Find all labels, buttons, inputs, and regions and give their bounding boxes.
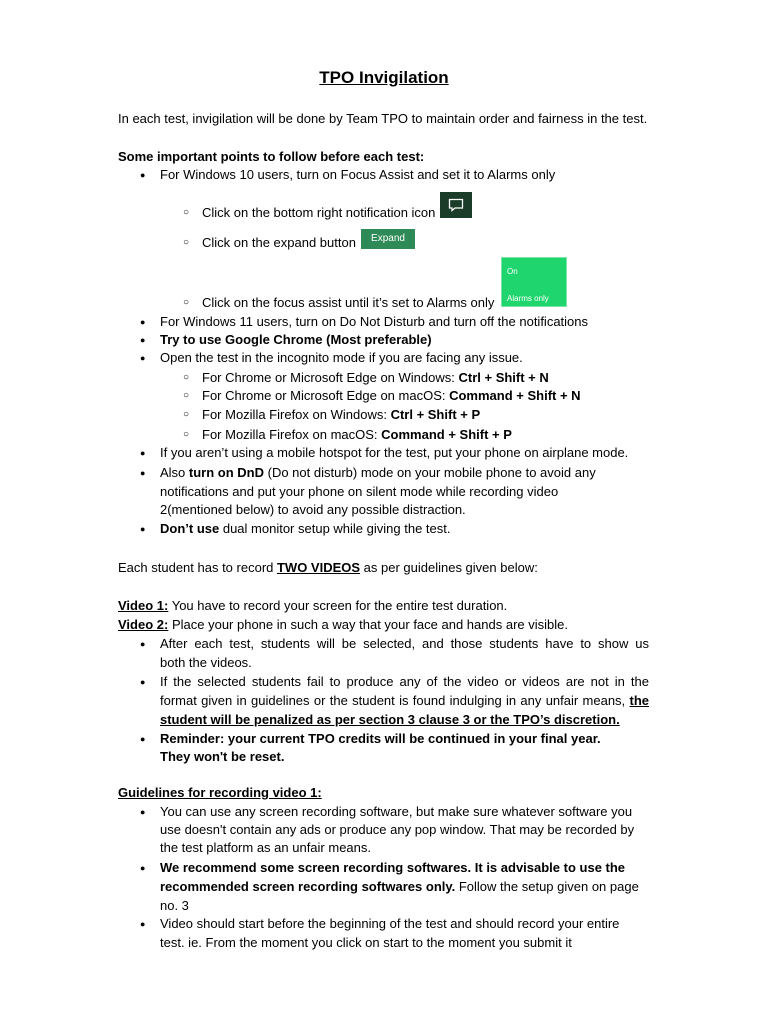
bullet-icon: ● — [140, 863, 146, 873]
focus-assist-on-label: On — [507, 267, 518, 276]
reminder-line1: Reminder: your current TPO credits will be continued in your final year. — [160, 731, 601, 746]
bullet-icon: ● — [140, 524, 146, 534]
guideline1-line3: the test platform as an unfair means. — [160, 840, 371, 855]
win10-step-notification: Click on the bottom right notification icon — [202, 205, 436, 220]
incognito-firefox-windows: For Mozilla Firefox on Windows: Ctrl + Shift + P — [202, 407, 481, 422]
bullet-icon: ● — [140, 468, 146, 478]
guideline3-line1: Video should start before the beginning of the test and should record your entire — [160, 916, 620, 931]
video2-line: Video 2: Place your phone in such a way that your face and hands are visible. — [118, 617, 568, 632]
after-test-line2: both the videos. — [160, 655, 252, 670]
sub-bullet-icon: ○ — [183, 207, 190, 218]
guideline1-line1: You can use any screen recording software, but make sure whatever software you — [160, 804, 633, 819]
fail-line1: If the selected students fail to produce any of the video or videos are not in the — [160, 674, 649, 689]
guideline2-line1: We recommend some screen recording softwares. It is advisable to use the — [160, 860, 626, 875]
bullet-icon: ● — [140, 448, 146, 458]
chrome-item: Try to use Google Chrome (Most preferable) — [160, 332, 432, 347]
dnd-item-line1: Also turn on DnD (Do not disturb) mode on your mobile phone to avoid any — [160, 465, 596, 480]
sub-bullet-icon: ○ — [183, 372, 190, 383]
dnd-item-line2: notifications and put your phone on silent mode while recording video — [160, 484, 559, 499]
win10-step-focus-assist: Click on the focus assist until it’s set to Alarms only — [202, 295, 495, 310]
bullet-icon: ● — [140, 807, 146, 817]
notification-icon — [440, 192, 472, 218]
points-heading: Some important points to follow before each test: — [118, 149, 425, 164]
bullet-icon: ● — [140, 170, 146, 180]
fail-line3: student will be penalized as per section 3 clause 3 or the TPO’s discretion. — [160, 712, 620, 727]
hotspot-item: If you aren’t using a mobile hotspot for the test, put your phone on airplane mode. — [160, 445, 629, 460]
page-title: TPO Invigilation — [319, 68, 449, 87]
reminder-line2: They won't be reset. — [160, 749, 285, 764]
fail-line2: format given in guidelines or the student is found indulging in any unfair means, the — [160, 693, 649, 708]
bullet-icon: ● — [140, 353, 146, 363]
incognito-chrome-windows: For Chrome or Microsoft Edge on Windows: Ctrl + Shift + N — [202, 370, 549, 385]
guideline2-line2: recommended screen recording softwares only. Follow the setup given on page — [160, 879, 639, 894]
video1-line: Video 1: You have to record your screen for the entire test duration. — [118, 598, 508, 613]
bullet-icon: ● — [140, 317, 146, 327]
intro-paragraph: In each test, invigilation will be done by Team TPO to maintain order and fairness in the test. — [118, 111, 648, 126]
win10-step-expand: Click on the expand button — [202, 235, 356, 250]
sub-bullet-icon: ○ — [183, 297, 190, 308]
focus-assist-alarms-label: Alarms only — [507, 294, 549, 303]
videos-intro: Each student has to record TWO VIDEOS as per guidelines given below: — [118, 560, 538, 575]
after-test-line1: After each test, students will be selected, and those students have to show us — [160, 636, 649, 651]
bullet-icon: ● — [140, 677, 146, 687]
bullet-icon: ● — [140, 335, 146, 345]
dnd-item-line3: 2(mentioned below) to avoid any possible distraction. — [160, 502, 466, 517]
sub-bullet-icon: ○ — [183, 409, 190, 420]
incognito-chrome-macos: For Chrome or Microsoft Edge on macOS: Command + Shift + N — [202, 388, 581, 403]
guidelines-heading: Guidelines for recording video 1: — [118, 785, 322, 800]
guideline2-line3: no. 3 — [160, 898, 189, 913]
focus-assist-tile — [501, 257, 567, 307]
win11-item: For Windows 11 users, turn on Do Not Disturb and turn off the notifications — [160, 314, 589, 329]
dual-monitor-item: Don’t use dual monitor setup while giving the test. — [160, 521, 451, 536]
expand-button-image: Expand — [361, 229, 415, 249]
win10-item: For Windows 10 users, turn on Focus Assist and set it to Alarms only — [160, 167, 556, 182]
guideline1-line2: use doesn't contain any ads or produce any pop window. That may be recorded by — [160, 822, 635, 837]
sub-bullet-icon: ○ — [183, 237, 190, 248]
sub-bullet-icon: ○ — [183, 390, 190, 401]
bullet-icon: ● — [140, 734, 146, 744]
bullet-icon: ● — [140, 919, 146, 929]
sub-bullet-icon: ○ — [183, 429, 190, 440]
incognito-item: Open the test in the incognito mode if you are facing any issue. — [160, 350, 523, 365]
guideline3-line2: test. ie. From the moment you click on start to the moment you submit it — [160, 935, 572, 950]
incognito-firefox-macos: For Mozilla Firefox on macOS: Command + Shift + P — [202, 427, 512, 442]
bullet-icon: ● — [140, 639, 146, 649]
